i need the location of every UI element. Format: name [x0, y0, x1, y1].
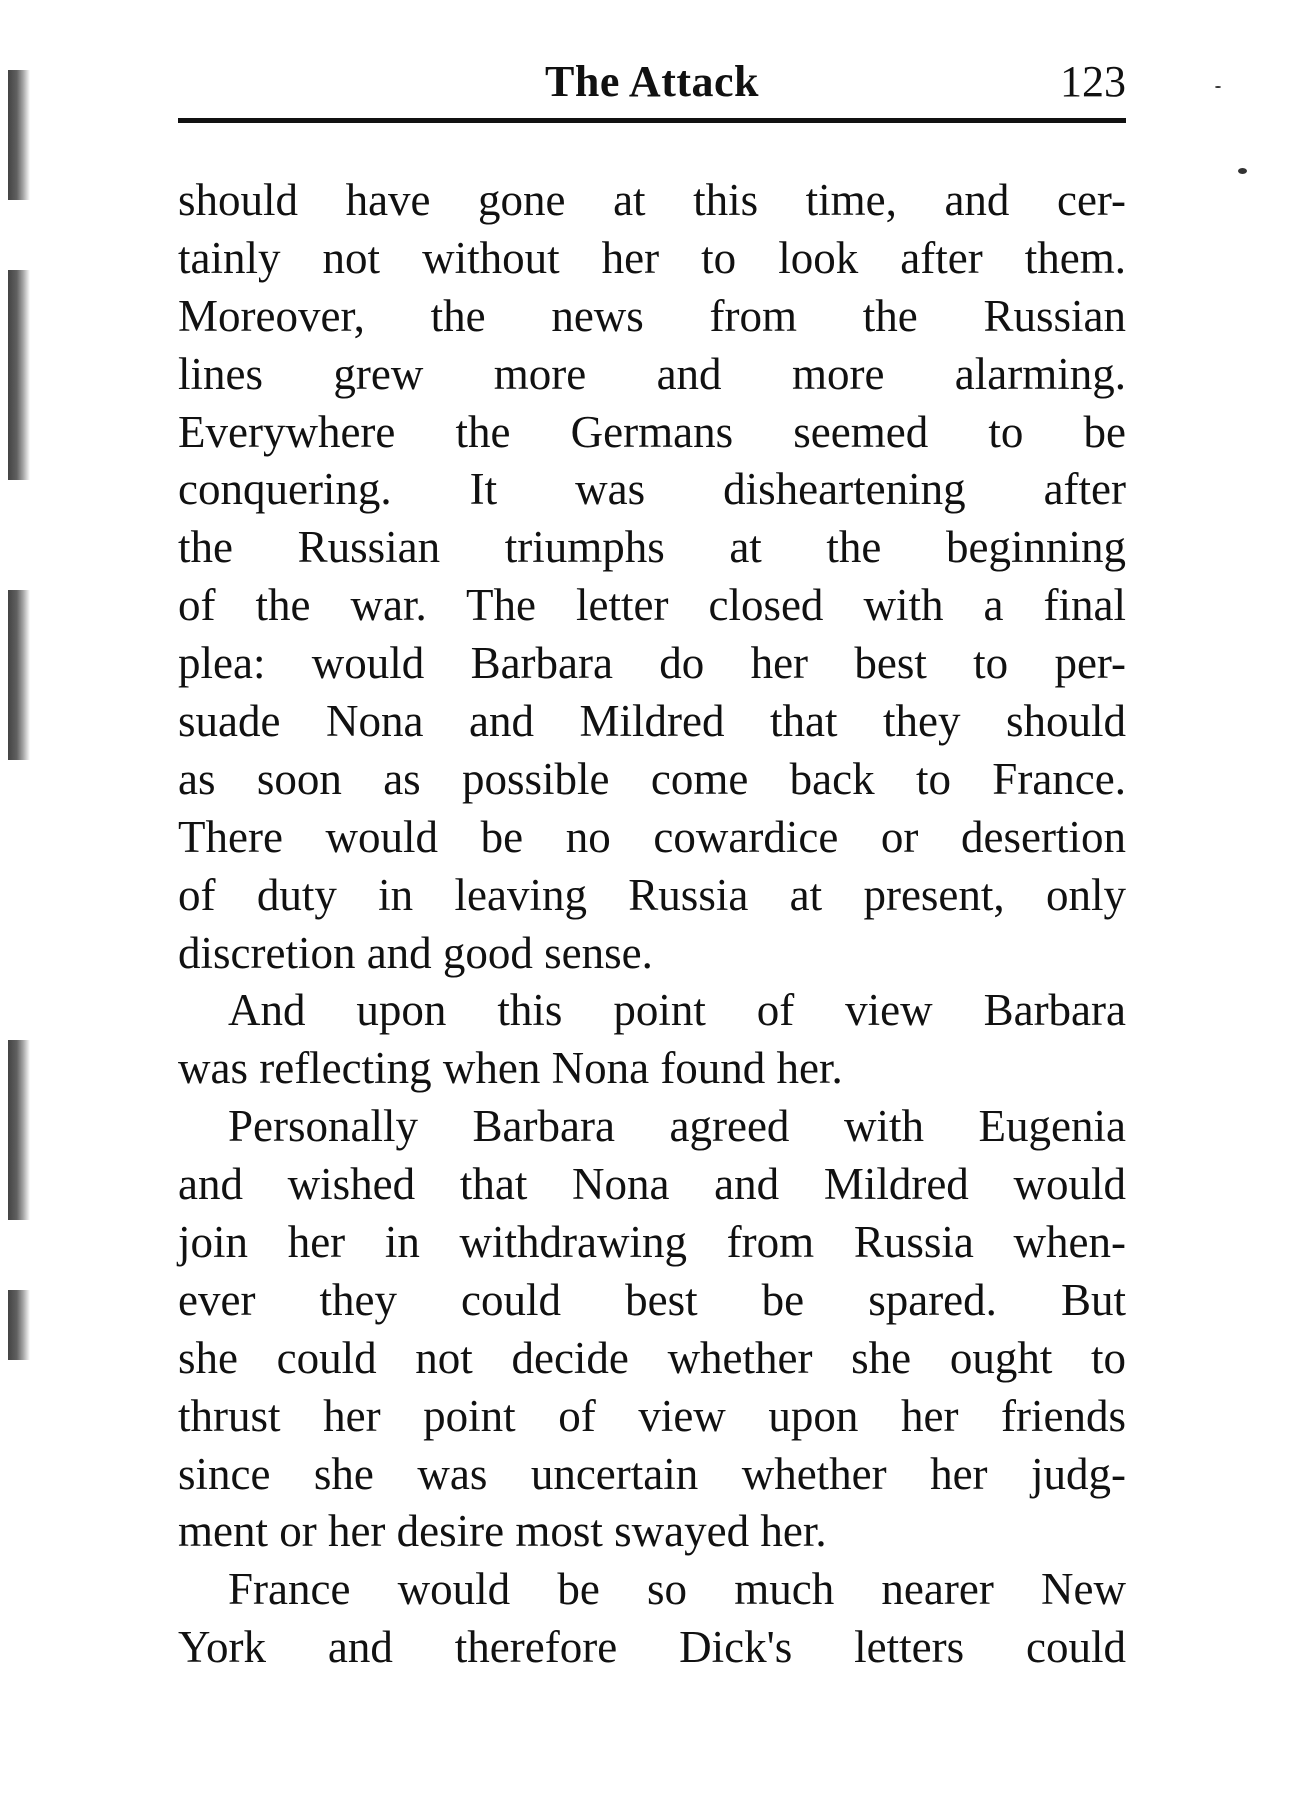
chapter-title: The Attack [545, 57, 759, 106]
text-line: since she was uncertain whether her judg- [178, 1448, 1126, 1499]
paragraph-first-line: Personally Barbara agreed with Eugenia [228, 1101, 1126, 1152]
text-line: lines grew more and more alarming. [178, 348, 1126, 399]
binding-shadow-1 [8, 70, 30, 200]
text-line: There would be no cowardice or desertion [178, 811, 1126, 862]
text-line: discretion and good sense. [178, 927, 653, 978]
page-number: 123 [1060, 57, 1126, 106]
paragraph-first-line: France would be so much nearer New [228, 1564, 1126, 1615]
scan-speck [1238, 168, 1247, 174]
text-line: should have gone at this time, and cer- [178, 175, 1126, 225]
binding-shadow-3 [8, 590, 30, 760]
text-line: she could not decide whether she ought to [178, 1332, 1126, 1383]
running-header [178, 52, 1126, 118]
text-line: the Russian triumphs at the beginning [178, 522, 1126, 573]
text-line: tainly not without her to look after them. [178, 232, 1126, 283]
text-line: ment or her desire most swayed her. [178, 1506, 827, 1557]
text-line: York and therefore Dick's letters could [178, 1622, 1126, 1673]
text-line: conquering. It was disheartening after [178, 464, 1126, 515]
binding-shadow-4 [8, 1040, 30, 1220]
binding-shadow-5 [8, 1290, 30, 1360]
text-line: and wished that Nona and Mildred would [178, 1159, 1126, 1210]
text-line: Everywhere the Germans seemed to be [178, 406, 1126, 457]
text-line: of the war. The letter closed with a final [178, 580, 1126, 631]
text-line: plea: would Barbara do her best to per- [178, 638, 1126, 689]
text-line: was reflecting when Nona found her. [178, 1043, 843, 1094]
scan-speck [1215, 86, 1221, 88]
body-text [178, 172, 1126, 1677]
text-line: join her in withdrawing from Russia when- [178, 1217, 1126, 1268]
text-line: suade Nona and Mildred that they should [178, 696, 1126, 747]
binding-shadow-2 [8, 270, 30, 480]
header-rule [178, 118, 1126, 123]
text-line: as soon as possible come back to France. [178, 753, 1126, 804]
text-line: thrust her point of view upon her friends [178, 1390, 1126, 1441]
text-line: ever they could best be spared. But [178, 1274, 1126, 1325]
text-line: Moreover, the news from the Russian [178, 290, 1126, 341]
paragraph-first-line: And upon this point of view Barbara [228, 985, 1126, 1036]
text-line: of duty in leaving Russia at present, only [178, 869, 1126, 920]
